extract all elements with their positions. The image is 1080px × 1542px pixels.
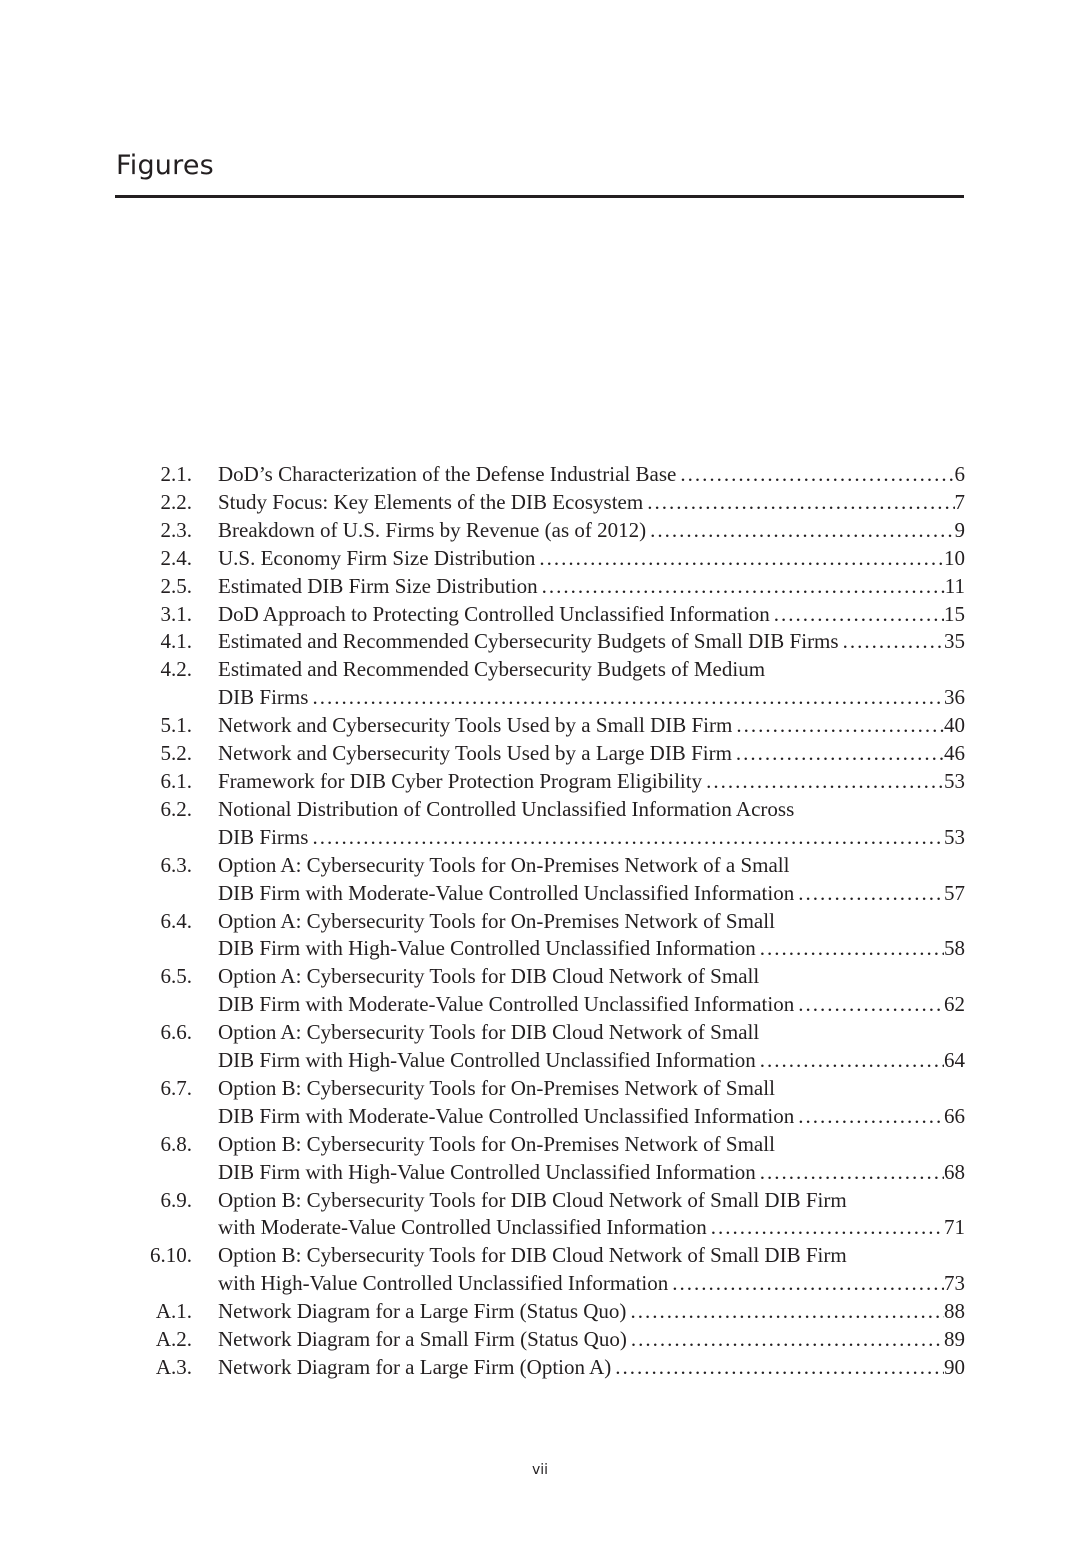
- figure-title: DIB Firm with High-Value Controlled Unclassified Information: [218, 1048, 756, 1073]
- dot-leader: [668, 1270, 944, 1298]
- figure-number: 2.2.: [160, 489, 192, 514]
- dot-leader: [643, 489, 954, 517]
- figure-entry[interactable]: [140, 489, 965, 517]
- figure-number: A.2.: [155, 1327, 192, 1352]
- figure-title: Network Diagram for a Small Firm (Status Quo): [218, 1327, 627, 1352]
- figure-entry[interactable]: [140, 740, 965, 768]
- figure-number: 2.4.: [160, 545, 192, 570]
- figure-text: [218, 768, 965, 796]
- figure-page-number: 11: [944, 573, 965, 598]
- figure-title-first-line: Estimated and Recommended Cybersecurity Budgets of Medium: [218, 657, 766, 682]
- figure-text: [218, 628, 965, 656]
- figure-text: [218, 1075, 965, 1131]
- figure-entry[interactable]: [140, 963, 965, 1019]
- figure-entry[interactable]: [140, 908, 965, 964]
- figure-number: 2.5.: [160, 573, 192, 598]
- figure-page-number: 66: [944, 1103, 965, 1128]
- figure-text: [218, 963, 965, 1019]
- figure-number: 3.1.: [160, 601, 192, 626]
- figure-title-last-line: [218, 1047, 965, 1075]
- figure-text: [218, 1019, 965, 1075]
- figure-title-last-line: [218, 768, 965, 796]
- figure-title: DIB Firm with High-Value Controlled Unclassified Information: [218, 1159, 756, 1184]
- figure-number: 6.5.: [160, 964, 192, 989]
- figure-number: 6.1.: [160, 768, 192, 793]
- dot-leader: [732, 712, 944, 740]
- figure-number: 6.6.: [160, 1020, 192, 1045]
- figure-page-number: 62: [944, 992, 965, 1017]
- figure-entry[interactable]: [140, 461, 965, 489]
- figure-text: [218, 1187, 965, 1243]
- figure-text: [218, 796, 965, 852]
- figure-title-first-line: Option B: Cybersecurity Tools for DIB Cloud Network of Small DIB Firm: [218, 1243, 847, 1268]
- figure-title: Network and Cybersecurity Tools Used by a Small DIB Firm: [218, 713, 733, 738]
- figure-text: [218, 1131, 965, 1187]
- figure-title: DIB Firms: [218, 824, 309, 849]
- figure-number: 2.1.: [160, 462, 192, 486]
- figure-entry[interactable]: [140, 712, 965, 740]
- figure-page-number: 7: [954, 489, 965, 514]
- figure-number: 6.9.: [160, 1187, 192, 1212]
- figure-title: Estimated DIB Firm Size Distribution: [218, 573, 538, 598]
- figure-title: DIB Firms: [218, 685, 309, 710]
- figure-title-last-line: [218, 573, 965, 601]
- figure-title-first-line: Option B: Cybersecurity Tools for On-Premises Network of Small: [218, 1131, 775, 1156]
- figure-entry[interactable]: [140, 852, 965, 908]
- figure-title-last-line: [218, 545, 965, 573]
- figure-page-number: 6: [954, 462, 965, 486]
- figure-page-number: 71: [944, 1215, 965, 1240]
- figure-title-last-line: [218, 1298, 965, 1326]
- figure-title: with High-Value Controlled Unclassified Information: [218, 1271, 669, 1296]
- figure-page-number: 53: [944, 768, 965, 793]
- figure-number: 5.2.: [160, 741, 192, 766]
- figure-title-last-line: [218, 489, 965, 517]
- dot-leader: [646, 517, 954, 545]
- figure-entry[interactable]: [140, 573, 965, 601]
- figure-text: [218, 712, 965, 740]
- dot-leader: [676, 461, 954, 489]
- figure-page-number: 73: [944, 1271, 965, 1296]
- dot-leader: [535, 545, 944, 573]
- figure-title-last-line: [218, 684, 965, 712]
- figure-entry[interactable]: [140, 1242, 965, 1298]
- figure-page-number: 10: [944, 545, 965, 570]
- figure-entry[interactable]: [140, 545, 965, 573]
- figure-page-number: 88: [944, 1299, 965, 1324]
- figure-title-last-line: [218, 517, 965, 545]
- figure-text: [218, 852, 965, 908]
- dot-leader: [756, 1159, 944, 1187]
- dot-leader: [794, 991, 944, 1019]
- figure-title-first-line: Option A: Cybersecurity Tools for On-Premises Network of Small: [218, 908, 775, 933]
- heading-rule: [115, 195, 964, 198]
- figure-title: Network Diagram for a Large Firm (Status Quo): [218, 1299, 627, 1324]
- figure-title-last-line: [218, 824, 965, 852]
- figure-page-number: 89: [944, 1327, 965, 1352]
- figure-entry[interactable]: [140, 656, 965, 712]
- figure-text: [218, 601, 965, 629]
- figure-title: U.S. Economy Firm Size Distribution: [218, 545, 536, 570]
- figure-text: [218, 1326, 965, 1354]
- figure-title: DIB Firm with High-Value Controlled Unclassified Information: [218, 936, 756, 961]
- dot-leader: [707, 1214, 944, 1242]
- figure-title: Framework for DIB Cyber Protection Program Eligibility: [218, 768, 703, 793]
- figure-title: DoD Approach to Protecting Controlled Unclassified Information: [218, 601, 770, 626]
- figure-title-last-line: [218, 1270, 965, 1298]
- dot-leader: [770, 601, 944, 629]
- figure-title-last-line: [218, 935, 965, 963]
- figure-page-number: 64: [944, 1048, 965, 1073]
- figure-title-last-line: [218, 1354, 965, 1382]
- page-title: Figures: [116, 150, 214, 181]
- figure-page-number: 68: [944, 1159, 965, 1184]
- dot-leader: [627, 1326, 944, 1354]
- figure-entry[interactable]: [140, 1298, 965, 1326]
- figure-text: [218, 740, 965, 768]
- figure-text: [218, 573, 965, 601]
- figure-text: [218, 1298, 965, 1326]
- figure-title-last-line: [218, 1159, 965, 1187]
- figure-title: Breakdown of U.S. Firms by Revenue (as of 2012): [218, 517, 647, 542]
- figure-number: 5.1.: [160, 713, 192, 738]
- figure-title-last-line: [218, 880, 965, 908]
- figure-number: 6.3.: [160, 852, 192, 877]
- figure-title-first-line: Option A: Cybersecurity Tools for On-Premises Network of a Small: [218, 852, 790, 877]
- figure-page-number: 40: [944, 713, 965, 738]
- dot-leader: [756, 935, 944, 963]
- dot-leader: [626, 1298, 944, 1326]
- figure-title-first-line: Option A: Cybersecurity Tools for DIB Cloud Network of Small: [218, 1020, 760, 1045]
- dot-leader: [794, 1103, 944, 1131]
- figure-number: 6.8.: [160, 1131, 192, 1156]
- figure-number: 6.4.: [160, 908, 192, 933]
- figure-title: Network Diagram for a Large Firm (Option A): [218, 1355, 612, 1379]
- figure-title-last-line: [218, 740, 965, 768]
- figure-entry[interactable]: [140, 1354, 965, 1382]
- figure-number: A.3.: [155, 1355, 192, 1379]
- figure-text: [218, 908, 965, 964]
- figure-entry[interactable]: [140, 796, 965, 852]
- figure-title-first-line: Notional Distribution of Controlled Unclassified Information Across: [218, 796, 795, 821]
- figure-page-number: 35: [944, 629, 965, 654]
- figure-entry[interactable]: [140, 1131, 965, 1187]
- page-folio: vii: [531, 1462, 549, 1478]
- figure-text: [218, 517, 965, 545]
- figure-page-number: 15: [944, 601, 965, 626]
- figure-entry[interactable]: [140, 1019, 965, 1075]
- figure-title: Study Focus: Key Elements of the DIB Ecosystem: [218, 489, 644, 514]
- figure-title-first-line: Option B: Cybersecurity Tools for On-Premises Network of Small: [218, 1075, 775, 1100]
- figure-entry[interactable]: [140, 517, 965, 545]
- figure-title: with Moderate-Value Controlled Unclassified Information: [218, 1215, 707, 1240]
- figure-number: 6.2.: [160, 796, 192, 821]
- figure-title-first-line: Option A: Cybersecurity Tools for DIB Cloud Network of Small: [218, 964, 760, 989]
- figure-title-last-line: [218, 712, 965, 740]
- figure-title-last-line: [218, 628, 965, 656]
- figure-title-last-line: [218, 991, 965, 1019]
- figure-text: [218, 461, 965, 489]
- figure-number: 4.1.: [160, 629, 192, 654]
- figure-title-last-line: [218, 461, 965, 489]
- figure-entry[interactable]: [140, 1075, 965, 1131]
- dot-leader: [839, 628, 944, 656]
- figure-title: DIB Firm with Moderate-Value Controlled Unclassified Information: [218, 992, 795, 1017]
- dot-leader: [702, 768, 944, 796]
- figure-text: [218, 656, 965, 712]
- figure-text: [218, 1354, 965, 1382]
- dot-leader: [732, 740, 944, 768]
- dot-leader: [756, 1047, 944, 1075]
- figure-title-last-line: [218, 1214, 965, 1242]
- figure-title: Network and Cybersecurity Tools Used by a Large DIB Firm: [218, 741, 732, 766]
- figure-page-number: 58: [944, 936, 965, 961]
- figure-entry[interactable]: [140, 601, 965, 629]
- figure-title: DoD’s Characterization of the Defense Industrial Base: [218, 462, 677, 486]
- dot-leader: [611, 1354, 944, 1382]
- figure-entry[interactable]: [140, 628, 965, 656]
- figure-title-last-line: [218, 1103, 965, 1131]
- figure-page-number: 53: [944, 824, 965, 849]
- figure-page-number: 90: [944, 1355, 965, 1379]
- figure-entry[interactable]: [140, 1326, 965, 1354]
- figure-text: [218, 489, 965, 517]
- figure-text: [218, 545, 965, 573]
- figure-number: 4.2.: [160, 657, 192, 682]
- figure-title: DIB Firm with Moderate-Value Controlled Unclassified Information: [218, 1103, 795, 1128]
- figure-entry[interactable]: [140, 1187, 965, 1243]
- figure-page-number: 36: [944, 685, 965, 710]
- figure-page-number: 46: [944, 741, 965, 766]
- figure-title-last-line: [218, 1326, 965, 1354]
- figure-page-number: 57: [944, 880, 965, 905]
- figure-number: A.1.: [155, 1299, 192, 1324]
- figure-number: 6.7.: [160, 1075, 192, 1100]
- figure-title-last-line: [218, 601, 965, 629]
- figure-title-first-line: Option B: Cybersecurity Tools for DIB Cloud Network of Small DIB Firm: [218, 1187, 847, 1212]
- figure-text: [218, 1242, 965, 1298]
- figure-entry[interactable]: [140, 768, 965, 796]
- figure-number: 2.3.: [160, 517, 192, 542]
- figure-number: 6.10.: [150, 1243, 192, 1268]
- figures-list: [140, 461, 965, 1382]
- figure-title: Estimated and Recommended Cybersecurity Budgets of Small DIB Firms: [218, 629, 839, 654]
- dot-leader: [308, 684, 944, 712]
- figure-page-number: 9: [954, 517, 965, 542]
- dot-leader: [308, 824, 944, 852]
- dot-leader: [538, 573, 945, 601]
- dot-leader: [794, 880, 944, 908]
- figure-title: DIB Firm with Moderate-Value Controlled Unclassified Information: [218, 880, 795, 905]
